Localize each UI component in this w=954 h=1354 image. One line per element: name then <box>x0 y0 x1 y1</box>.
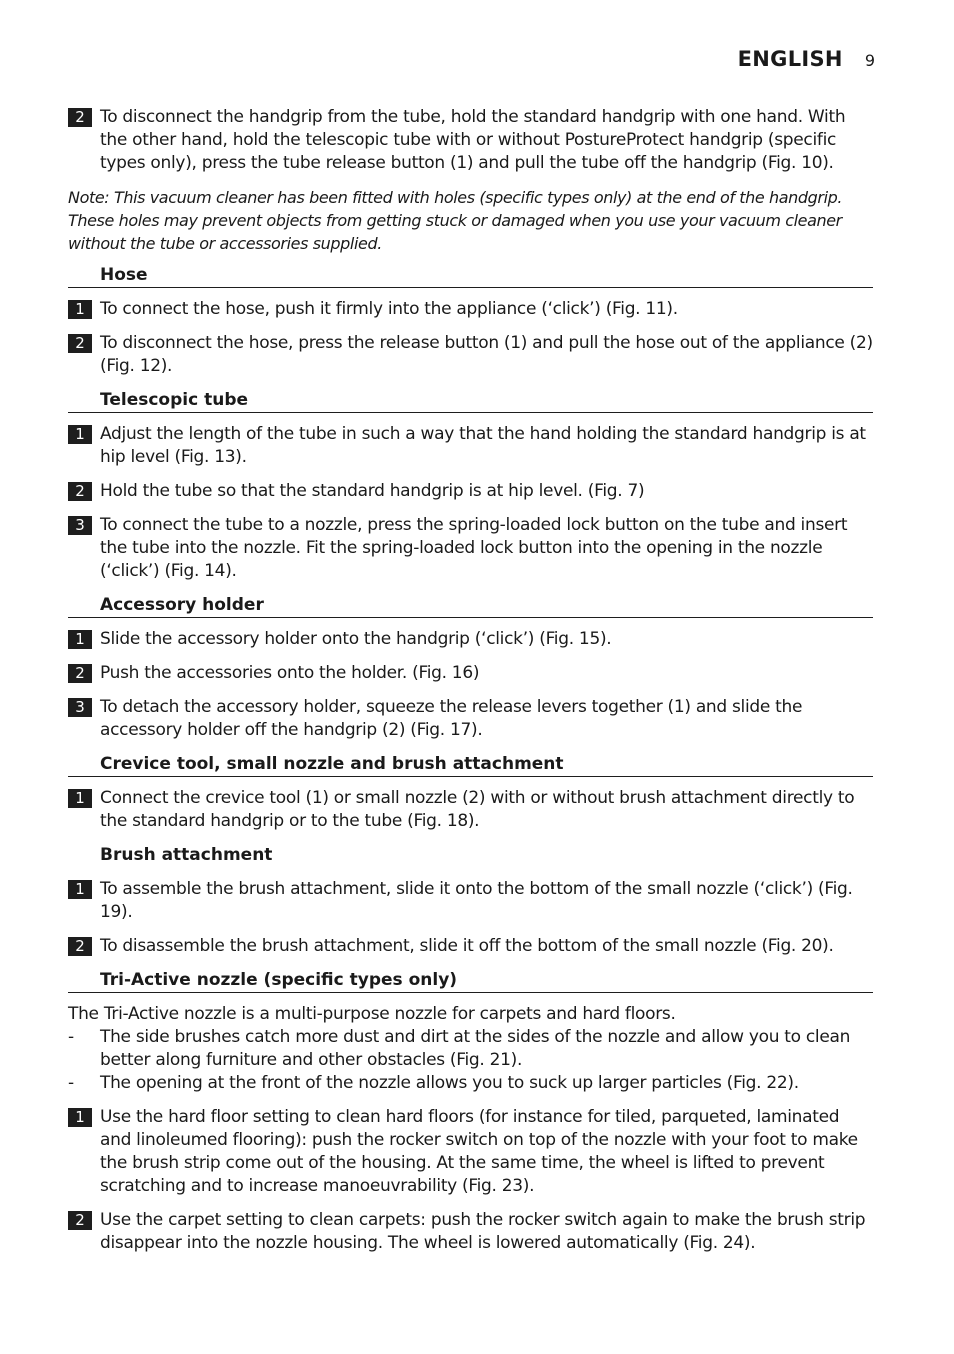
step-number: 1 <box>68 425 92 444</box>
step-number: 3 <box>68 516 92 535</box>
step-brush-2 <box>68 935 873 958</box>
list-item <box>68 1072 873 1095</box>
step-text: Slide the accessory holder onto the handgrip (‘click’) (Fig. 15). <box>100 629 612 649</box>
step-disconnect-handgrip <box>68 106 873 175</box>
step-crevice-1 <box>68 787 873 833</box>
section-heading-tri-active-nozzle: Tri-Active nozzle (specific types only) <box>68 969 873 993</box>
list-item-text: The opening at the front of the nozzle allows you to suck up larger particles (Fig. 22). <box>100 1073 799 1093</box>
step-text: To assemble the brush attachment, slide it onto the bottom of the small nozzle (‘click’) (Fig. 19). <box>100 879 853 922</box>
step-number: 2 <box>68 482 92 501</box>
list-item <box>68 1026 873 1072</box>
step-number: 1 <box>68 300 92 319</box>
step-number: 3 <box>68 698 92 717</box>
language-label: ENGLISH <box>737 47 843 71</box>
step-accessory-1 <box>68 628 873 651</box>
step-text: Adjust the length of the tube in such a way that the hand holding the standard handgrip is at hip level (Fig. 13). <box>100 424 866 467</box>
step-text: To detach the accessory holder, squeeze the release levers together (1) and slide the accessory holder off the handgrip (2) (Fig. 17). <box>100 697 803 740</box>
bullet-dash: - <box>68 1073 74 1093</box>
section-heading-crevice-tool: Crevice tool, small nozzle and brush attachment <box>68 753 873 777</box>
step-text: Connect the crevice tool (1) or small nozzle (2) with or without brush attachment directly to the standard handgrip or to the tube (Fig. 18). <box>100 788 855 831</box>
step-number: 1 <box>68 789 92 808</box>
step-number: 2 <box>68 937 92 956</box>
step-number: 1 <box>68 1108 92 1127</box>
step-number: 2 <box>68 1211 92 1230</box>
step-text: To disconnect the handgrip from the tube, hold the standard handgrip with one hand. With the other hand, hold the telescopic tube with or without PostureProtect handgrip (specific types only), press the tube release button (1) and pull the tube off the handgrip (Fig. 10). <box>100 107 846 173</box>
step-number: 1 <box>68 880 92 899</box>
step-text: To disconnect the hose, press the release button (1) and pull the hose out of the appliance (2) (Fig. 12). <box>100 333 873 376</box>
step-text: Use the carpet setting to clean carpets: push the rocker switch again to make the brush strip disappear into the nozzle housing. The wheel is lowered automatically (Fig. 24). <box>100 1210 866 1253</box>
step-text: To disassemble the brush attachment, slide it off the bottom of the small nozzle (Fig. 20). <box>100 936 834 956</box>
list-item-text: The side brushes catch more dust and dirt at the sides of the nozzle and allow you to clean better along furniture and other obstacles (Fig. 21). <box>100 1027 851 1070</box>
step-text: Hold the tube so that the standard handgrip is at hip level. (Fig. 7) <box>100 481 645 501</box>
step-text: Push the accessories onto the holder. (Fig. 16) <box>100 663 480 683</box>
page-header <box>738 47 875 71</box>
bullet-list <box>68 1026 873 1095</box>
step-text: To connect the tube to a nozzle, press the spring-loaded lock button on the tube and insert the tube into the nozzle. Fit the spring-loaded lock button into the opening in the nozzle (‘click’) (Fig. 14). <box>100 515 848 581</box>
section-heading-brush-attachment: Brush attachment <box>100 845 273 865</box>
step-number: 2 <box>68 108 92 127</box>
step-telescopic-1 <box>68 423 873 469</box>
page-number: 9 <box>864 51 875 70</box>
section-heading-accessory-holder: Accessory holder <box>68 594 873 618</box>
step-accessory-2 <box>68 662 873 685</box>
step-hose-connect <box>68 298 873 321</box>
section-heading-hose: Hose <box>68 264 873 288</box>
note-text: Note: This vacuum cleaner has been fitted with holes (specific types only) at the end of the handgrip. These holes may prevent objects from getting stuck or damaged when you use your vacuum cleaner without the tube or accessories supplied. <box>68 188 843 253</box>
step-triactive-1 <box>68 1106 873 1198</box>
step-number: 2 <box>68 664 92 683</box>
step-hose-disconnect <box>68 332 873 378</box>
step-text: To connect the hose, push it firmly into the appliance (‘click’) (Fig. 11). <box>100 299 678 319</box>
step-brush-1 <box>68 878 873 924</box>
bullet-dash: - <box>68 1027 74 1047</box>
step-text: Use the hard floor setting to clean hard floors (for instance for tiled, parqueted, laminated and linoleumed flooring): push the rocker switch on top of the nozzle with your foot to make the brush strip come out of the housing. At the same time, the wheel is lifted to prevent scratching and to increase manoeuvrability (Fig. 23). <box>100 1107 858 1196</box>
step-telescopic-2 <box>68 480 873 503</box>
step-accessory-3 <box>68 696 873 742</box>
step-number: 2 <box>68 334 92 353</box>
step-triactive-2 <box>68 1209 873 1255</box>
page-content <box>68 106 873 1266</box>
intro-text: The Tri-Active nozzle is a multi-purpose nozzle for carpets and hard floors. <box>68 1004 676 1024</box>
section-heading-telescopic-tube: Telescopic tube <box>68 389 873 413</box>
step-number: 1 <box>68 630 92 649</box>
step-telescopic-3 <box>68 514 873 583</box>
